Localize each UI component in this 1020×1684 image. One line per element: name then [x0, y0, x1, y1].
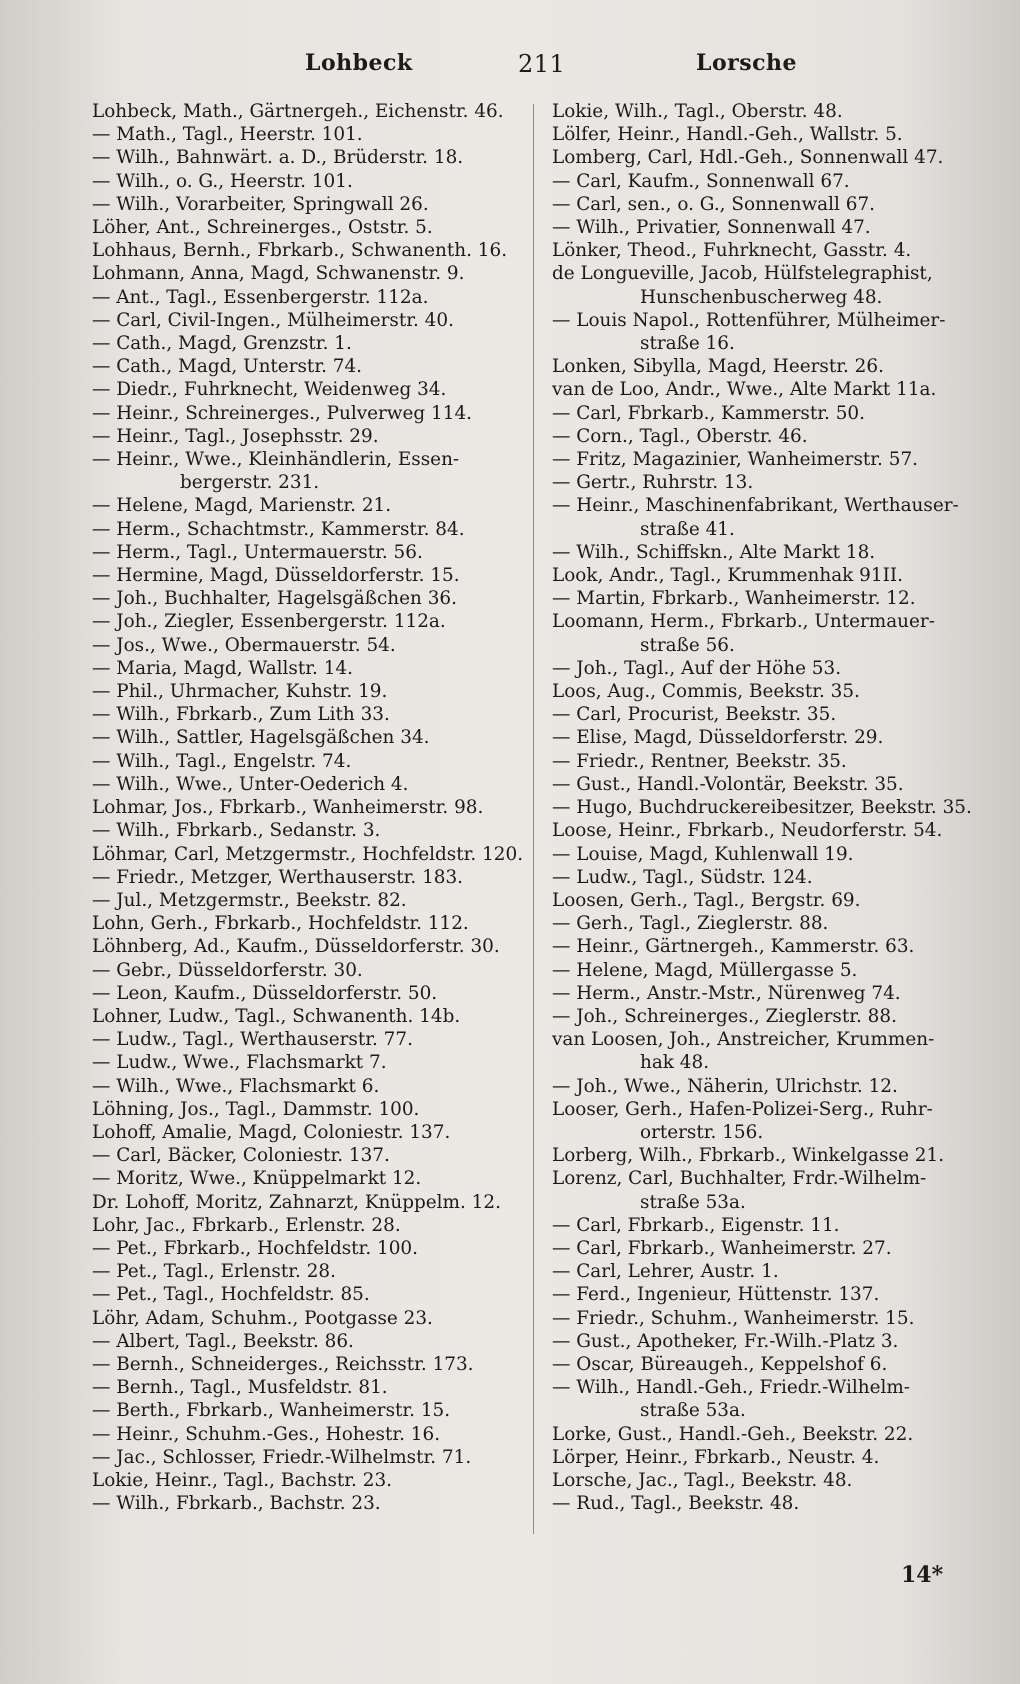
directory-entry: Looser, Gerh., Hafen-Polizei-Serg., Ruhr- [552, 1098, 933, 1120]
directory-entry: — Heinr., Schuhm.-Ges., Hohestr. 16. [92, 1423, 441, 1445]
directory-entry: — Herm., Tagl., Untermauerstr. 56. [92, 541, 423, 563]
directory-entry: — Gerh., Tagl., Zieglerstr. 88. [552, 913, 829, 935]
directory-entry: Lohner, Ludw., Tagl., Schwanenth. 14b. [92, 1005, 461, 1027]
directory-entry: — Heinr., Tagl., Josephsstr. 29. [92, 425, 379, 447]
directory-entry: — Gebr., Düsseldorferstr. 30. [92, 959, 363, 981]
directory-entry: — Maria, Magd, Wallstr. 14. [92, 657, 353, 679]
directory-entry: Lohmann, Anna, Magd, Schwanenstr. 9. [92, 263, 465, 285]
directory-entry: Lölfer, Heinr., Handl.-Geh., Wallstr. 5. [552, 124, 903, 146]
directory-entry: — Wilh., Fbrkarb., Bachstr. 23. [92, 1493, 381, 1515]
directory-entry-continuation: orterstr. 156. [640, 1121, 764, 1143]
directory-entry: — Louis Napol., Rottenführer, Mülheimer- [552, 309, 946, 331]
directory-entry-continuation: hak 48. [640, 1052, 710, 1074]
directory-entry: Loose, Heinr., Fbrkarb., Neudorferstr. 54. [552, 820, 943, 842]
directory-entry-continuation: bergerstr. 231. [180, 472, 320, 494]
directory-entry: — Wilh., Handl.-Geh., Friedr.-Wilhelm- [552, 1377, 910, 1399]
directory-entry: Loos, Aug., Commis, Beekstr. 35. [552, 681, 860, 703]
directory-entry-continuation: straße 41. [640, 518, 735, 540]
directory-entry: Dr. Lohoff, Moritz, Zahnarzt, Knüppelm. 12. [92, 1191, 501, 1213]
directory-entry: — Corn., Tagl., Oberstr. 46. [552, 425, 808, 447]
directory-entry: Löhmar, Carl, Metzgermstr., Hochfeldstr. 120. [92, 843, 524, 865]
directory-entry: — Helene, Magd, Müllergasse 5. [552, 959, 858, 981]
directory-entry: — Ferd., Ingenieur, Hüttenstr. 137. [552, 1284, 880, 1306]
directory-entry: — Phil., Uhrmacher, Kuhstr. 19. [92, 681, 388, 703]
directory-entry: — Hermine, Magd, Düsseldorferstr. 15. [92, 565, 460, 587]
directory-entry: — Carl, Fbrkarb., Eigenstr. 11. [552, 1214, 840, 1236]
directory-entry: — Wilh., Bahnwärt. a. D., Brüderstr. 18. [92, 147, 464, 169]
directory-entry: — Wilh., Tagl., Engelstr. 74. [92, 750, 352, 772]
directory-entry: — Wilh., Fbrkarb., Sedanstr. 3. [92, 820, 381, 842]
directory-entry: — Pet., Fbrkarb., Hochfeldstr. 100. [92, 1237, 418, 1259]
directory-entry: Lörper, Heinr., Fbrkarb., Neustr. 4. [552, 1446, 880, 1468]
directory-entry: — Friedr., Rentner, Beekstr. 35. [552, 750, 847, 772]
directory-entry: — Joh., Tagl., Auf der Höhe 53. [552, 657, 842, 679]
directory-entry: — Leon, Kaufm., Düsseldorferstr. 50. [92, 982, 438, 1004]
directory-entry: Lokie, Wilh., Tagl., Oberstr. 48. [552, 101, 843, 122]
directory-entry: — Herm., Anstr.-Mstr., Nürenweg 74. [552, 982, 901, 1004]
directory-entry: Lohbeck, Math., Gärtnergeh., Eichenstr. 46. [92, 101, 504, 122]
directory-entry: — Joh., Schreinerges., Zieglerstr. 88. [552, 1005, 897, 1027]
directory-entry: — Wilh., o. G., Heerstr. 101. [92, 170, 353, 192]
directory-entry: — Louise, Magd, Kuhlenwall 19. [552, 843, 854, 865]
directory-entry: — Friedr., Schuhm., Wanheimerstr. 15. [552, 1307, 915, 1329]
directory-entry-continuation: straße 56. [640, 634, 735, 656]
directory-entry: — Wilh., Privatier, Sonnenwall 47. [552, 217, 871, 239]
directory-entry: Lohoff, Amalie, Magd, Coloniestr. 137. [92, 1121, 451, 1143]
page-header [0, 50, 1020, 84]
directory-entry: — Heinr., Gärtnergeh., Kammerstr. 63. [552, 936, 915, 958]
directory-entry: Lorenz, Carl, Buchhalter, Frdr.-Wilhelm- [552, 1168, 927, 1190]
directory-entry: — Ludw., Tagl., Werthauserstr. 77. [92, 1029, 413, 1051]
directory-entry: — Gust., Handl.-Volontär, Beekstr. 35. [552, 773, 904, 795]
directory-entry: — Herm., Schachtmstr., Kammerstr. 84. [92, 518, 465, 540]
directory-entry: — Wilh., Schiffskn., Alte Markt 18. [552, 541, 876, 563]
page-number: 211 [518, 50, 566, 78]
directory-entry: — Wilh., Wwe., Unter-Oederich 4. [92, 773, 409, 795]
directory-entry: Lorke, Gust., Handl.-Geh., Beekstr. 22. [552, 1423, 914, 1445]
directory-entry: — Ant., Tagl., Essenbergerstr. 112a. [92, 286, 429, 308]
directory-entry: Lohn, Gerh., Fbrkarb., Hochfeldstr. 112. [92, 913, 469, 935]
right-column [552, 100, 984, 1515]
directory-entry: — Pet., Tagl., Hochfeldstr. 85. [92, 1284, 370, 1306]
directory-entry: Lohhaus, Bernh., Fbrkarb., Schwanenth. 16. [92, 240, 508, 262]
directory-entry: — Joh., Wwe., Näherin, Ulrichstr. 12. [552, 1075, 898, 1097]
directory-entry: — Oscar, Büreaugeh., Keppelshof 6. [552, 1353, 888, 1375]
directory-entry: Lönker, Theod., Fuhrknecht, Gasstr. 4. [552, 240, 912, 262]
directory-entry: Lohr, Jac., Fbrkarb., Erlenstr. 28. [92, 1214, 401, 1236]
directory-entry-continuation: straße 53a. [640, 1191, 746, 1213]
directory-entry: — Carl, Procurist, Beekstr. 35. [552, 704, 837, 726]
directory-entry: — Carl, Lehrer, Austr. 1. [552, 1261, 779, 1283]
directory-entry: — Fritz, Magazinier, Wanheimerstr. 57. [552, 449, 918, 471]
directory-entry: — Helene, Magd, Marienstr. 21. [92, 495, 392, 517]
directory-entry: — Elise, Magd, Düsseldorferstr. 29. [552, 727, 884, 749]
directory-entry: Löhning, Jos., Tagl., Dammstr. 100. [92, 1098, 420, 1120]
directory-entry: — Math., Tagl., Heerstr. 101. [92, 124, 363, 146]
directory-entry: — Moritz, Wwe., Knüppelmarkt 12. [92, 1168, 422, 1190]
directory-entry: — Hugo, Buchdruckereibesitzer, Beekstr. 35. [552, 797, 972, 819]
column-divider [533, 104, 534, 1534]
directory-entry: — Bernh., Schneiderges., Reichsstr. 173. [92, 1353, 474, 1375]
directory-entry: — Ludw., Tagl., Südstr. 124. [552, 866, 813, 888]
directory-entry: Look, Andr., Tagl., Krummenhak 91II. [552, 565, 903, 587]
directory-entry: — Friedr., Metzger, Werthauserstr. 183. [92, 866, 464, 888]
directory-entry: — Wilh., Fbrkarb., Zum Lith 33. [92, 704, 390, 726]
directory-entry-continuation: straße 53a. [640, 1400, 746, 1422]
directory-entry: Löhr, Adam, Schuhm., Pootgasse 23. [92, 1307, 433, 1329]
directory-entry: — Berth., Fbrkarb., Wanheimerstr. 15. [92, 1400, 451, 1422]
directory-entry: — Carl, Kaufm., Sonnenwall 67. [552, 170, 850, 192]
directory-entry: — Carl, Civil-Ingen., Mülheimerstr. 40. [92, 309, 454, 331]
directory-entry: — Cath., Magd, Unterstr. 74. [92, 356, 363, 378]
directory-entry: — Carl, Fbrkarb., Kammerstr. 50. [552, 402, 865, 424]
directory-entry: Lorberg, Wilh., Fbrkarb., Winkelgasse 21. [552, 1145, 945, 1167]
directory-entry: Lohmar, Jos., Fbrkarb., Wanheimerstr. 98. [92, 797, 484, 819]
directory-entry: — Cath., Magd, Grenzstr. 1. [92, 333, 352, 355]
directory-entry: — Diedr., Fuhrknecht, Weidenweg 34. [92, 379, 447, 401]
directory-entry: van de Loo, Andr., Wwe., Alte Markt 11a. [552, 379, 937, 401]
directory-entry: — Martin, Fbrkarb., Wanheimerstr. 12. [552, 588, 916, 610]
directory-entry: — Jos., Wwe., Obermauerstr. 54. [92, 634, 396, 656]
directory-entry: — Wilh., Sattler, Hagelsgäßchen 34. [92, 727, 430, 749]
directory-entry: — Heinr., Schreinerges., Pulverweg 114. [92, 402, 472, 424]
directory-entry: — Joh., Ziegler, Essenbergerstr. 112a. [92, 611, 446, 633]
directory-entry: — Joh., Buchhalter, Hagelsgäßchen 36. [92, 588, 457, 610]
signature-mark: 14* [901, 1562, 944, 1588]
directory-entry: — Gertr., Ruhrstr. 13. [552, 472, 754, 494]
directory-entry: Loosen, Gerh., Tagl., Bergstr. 69. [552, 889, 861, 911]
directory-entry: — Heinr., Maschinenfabrikant, Werthauser- [552, 495, 959, 517]
directory-entry-continuation: Hunschenbuscherweg 48. [640, 286, 883, 308]
directory-entry: — Wilh., Vorarbeiter, Springwall 26. [92, 193, 429, 215]
directory-entry: Lokie, Heinr., Tagl., Bachstr. 23. [92, 1469, 392, 1491]
directory-entry: — Carl, Fbrkarb., Wanheimerstr. 27. [552, 1237, 892, 1259]
directory-entry: — Rud., Tagl., Beekstr. 48. [552, 1493, 800, 1515]
header-left-keyword: Lohbeck [305, 50, 413, 76]
directory-entry: — Pet., Tagl., Erlenstr. 28. [92, 1261, 336, 1283]
directory-entry: — Carl, Bäcker, Coloniestr. 137. [92, 1145, 390, 1167]
left-column [92, 100, 524, 1515]
directory-entry: — Bernh., Tagl., Musfeldstr. 81. [92, 1377, 388, 1399]
directory-entry: — Heinr., Wwe., Kleinhändlerin, Essen- [92, 449, 460, 471]
directory-entry: Loomann, Herm., Fbrkarb., Untermauer- [552, 611, 935, 633]
directory-entry: de Longueville, Jacob, Hülfstelegraphist, [552, 263, 933, 285]
directory-entry: — Jul., Metzgermstr., Beekstr. 82. [92, 889, 407, 911]
directory-entry: — Ludw., Wwe., Flachsmarkt 7. [92, 1052, 387, 1074]
directory-entry-continuation: straße 16. [640, 333, 735, 355]
directory-entry: Lomberg, Carl, Hdl.-Geh., Sonnenwall 47. [552, 147, 944, 169]
directory-entry: Lorsche, Jac., Tagl., Beekstr. 48. [552, 1469, 853, 1491]
directory-entry: — Gust., Apotheker, Fr.-Wilh.-Platz 3. [552, 1330, 899, 1352]
directory-entry: — Albert, Tagl., Beekstr. 86. [92, 1330, 354, 1352]
directory-entry: — Wilh., Wwe., Flachsmarkt 6. [92, 1075, 380, 1097]
directory-entry: Lonken, Sibylla, Magd, Heerstr. 26. [552, 356, 884, 378]
directory-entry: Löhnberg, Ad., Kaufm., Düsseldorferstr. 30. [92, 936, 500, 958]
directory-entry: — Carl, sen., o. G., Sonnenwall 67. [552, 193, 876, 215]
directory-entry: van Loosen, Joh., Anstreicher, Krummen- [552, 1029, 935, 1051]
header-right-keyword: Lorsche [696, 50, 798, 76]
directory-entry: Löher, Ant., Schreinerges., Oststr. 5. [92, 217, 433, 239]
directory-entry: — Jac., Schlosser, Friedr.-Wilhelmstr. 71. [92, 1446, 472, 1468]
